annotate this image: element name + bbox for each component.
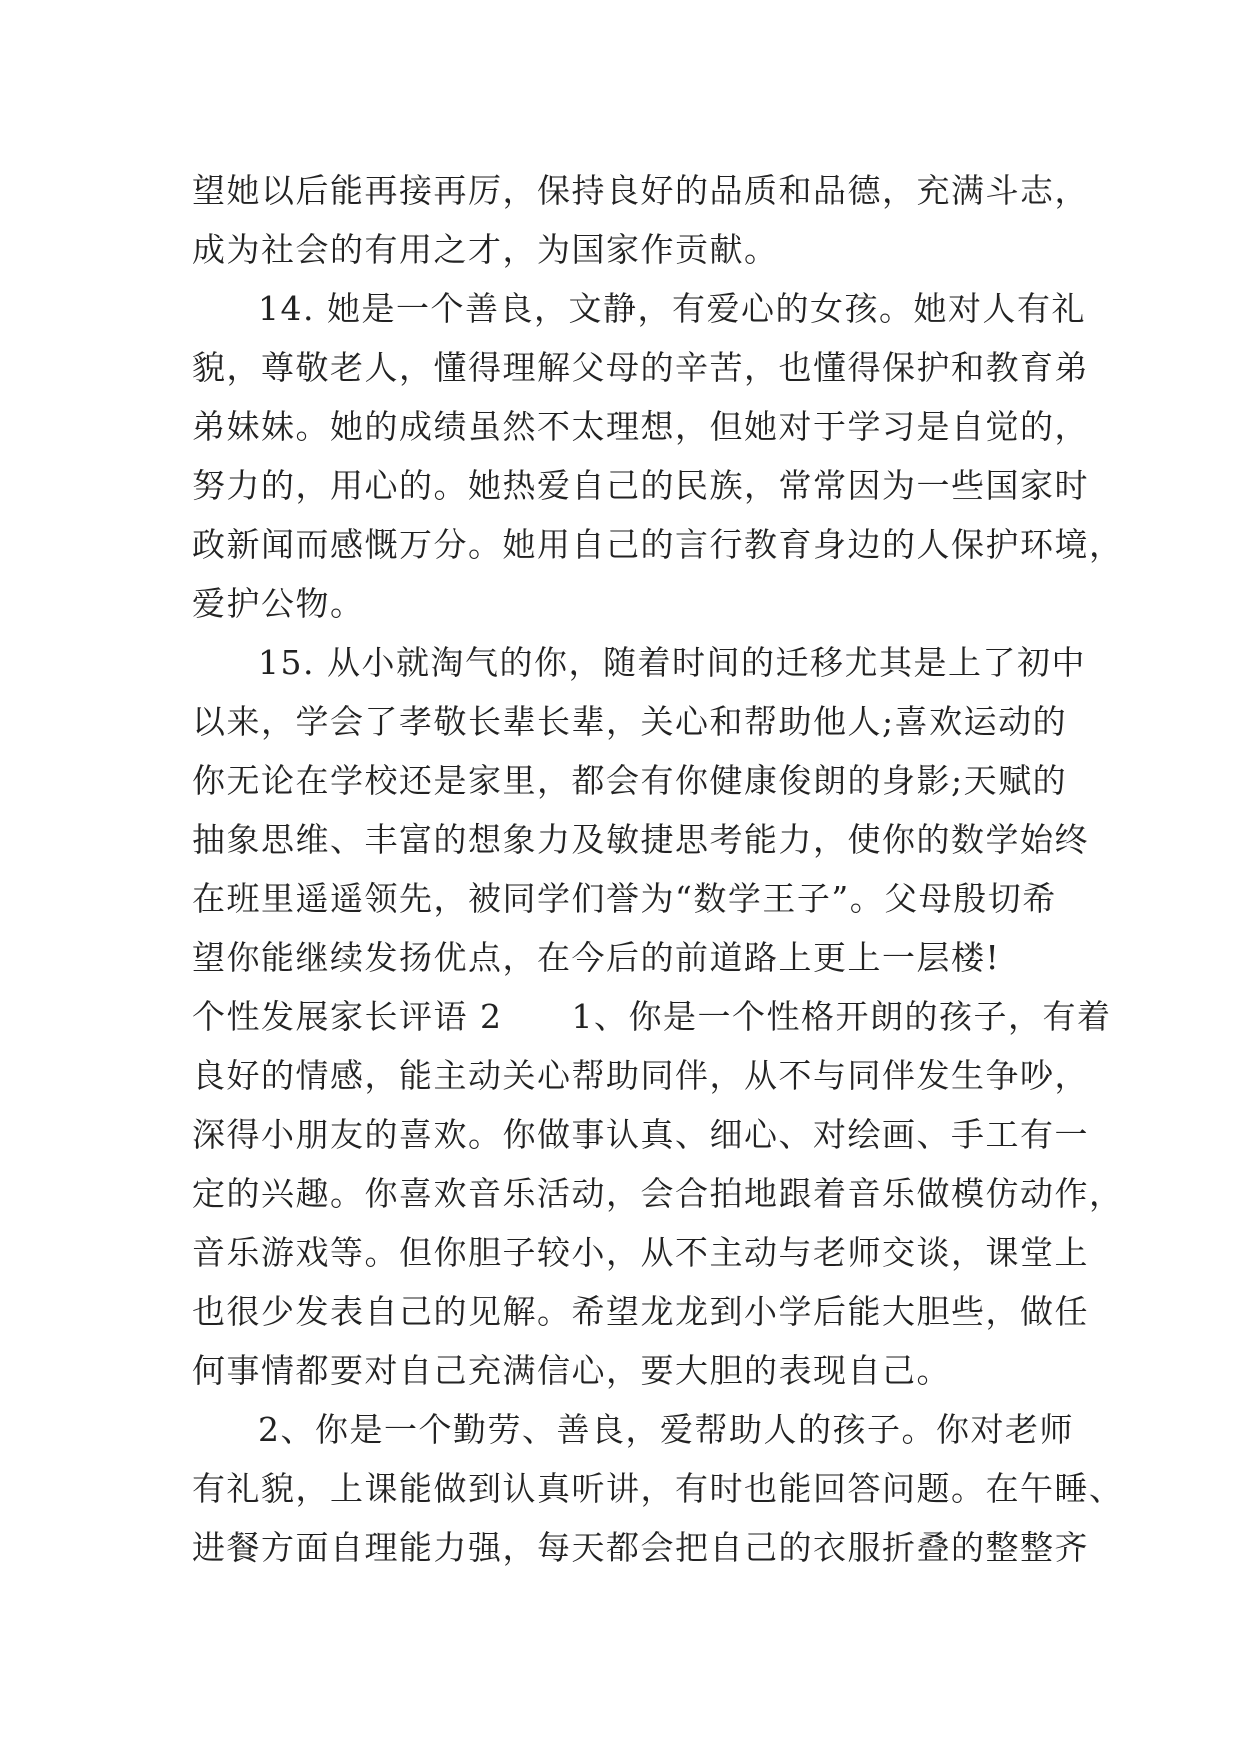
text-line: 以来，学会了孝敬长辈长辈，关心和帮助他人;喜欢运动的 <box>192 702 1068 741</box>
text-line: 抽象思维、丰富的想象力及敏捷思考能力，使你的数学始终 <box>192 820 1089 859</box>
text-line: 2、你是一个勤劳、善良，爱帮助人的孩子。你对老师 <box>258 1410 1074 1449</box>
text-line: 定的兴趣。你喜欢音乐活动，会合拍地跟着音乐做模仿动作， <box>192 1174 1124 1213</box>
text-line: 你无论在学校还是家里，都会有你健康俊朗的身影;天赋的 <box>192 761 1068 800</box>
text-line: 爱护公物。 <box>192 584 365 623</box>
text-line: 也很少发表自己的见解。希望龙龙到小学后能大胆些，做任 <box>192 1292 1089 1331</box>
text-line: 貌，尊敬老人，懂得理解父母的辛苦，也懂得保护和教育弟 <box>192 348 1089 387</box>
text-line: 有礼貌，上课能做到认真听讲，有时也能回答问题。在午睡、 <box>192 1469 1124 1508</box>
text-line: 政新闻而感慨万分。她用自己的言行教育身边的人保护环境， <box>192 525 1124 564</box>
text-line: 深得小朋友的喜欢。你做事认真、细心、对绘画、手工有一 <box>192 1115 1089 1154</box>
text-line: 努力的，用心的。她热爱自己的民族，常常因为一些国家时 <box>192 466 1089 505</box>
text-line: 望她以后能再接再厉，保持良好的品质和品德，充满斗志， <box>192 171 1089 210</box>
text-line: 弟妹妹。她的成绩虽然不太理想，但她对于学习是自觉的， <box>192 407 1089 446</box>
text-line: 进餐方面自理能力强，每天都会把自己的衣服折叠的整整齐 <box>192 1528 1089 1567</box>
text-line: 何事情都要对自己充满信心，要大胆的表现自己。 <box>192 1351 951 1390</box>
text-line: 在班里遥遥领先，被同学们誉为“数学王子”。父母殷切希 <box>192 879 1057 918</box>
text-line: 15. 从小就淘气的你，随着时间的迁移尤其是上了初中 <box>258 643 1086 682</box>
text-line: 成为社会的有用之才，为国家作贡献。 <box>192 230 779 269</box>
text-line: 望你能继续发扬优点，在今后的前道路上更上一层楼! <box>192 938 1001 977</box>
text-line: 音乐游戏等。但你胆子较小，从不主动与老师交谈，课堂上 <box>192 1233 1089 1272</box>
document-body-text <box>192 161 1124 1577</box>
text-line: 良好的情感，能主动关心帮助同伴，从不与同伴发生争吵， <box>192 1056 1089 1095</box>
text-line: 14. 她是一个善良，文静，有爱心的女孩。她对人有礼 <box>258 289 1086 328</box>
text-line: 个性发展家长评语 2 1、你是一个性格开朗的孩子，有着 <box>192 997 1112 1036</box>
